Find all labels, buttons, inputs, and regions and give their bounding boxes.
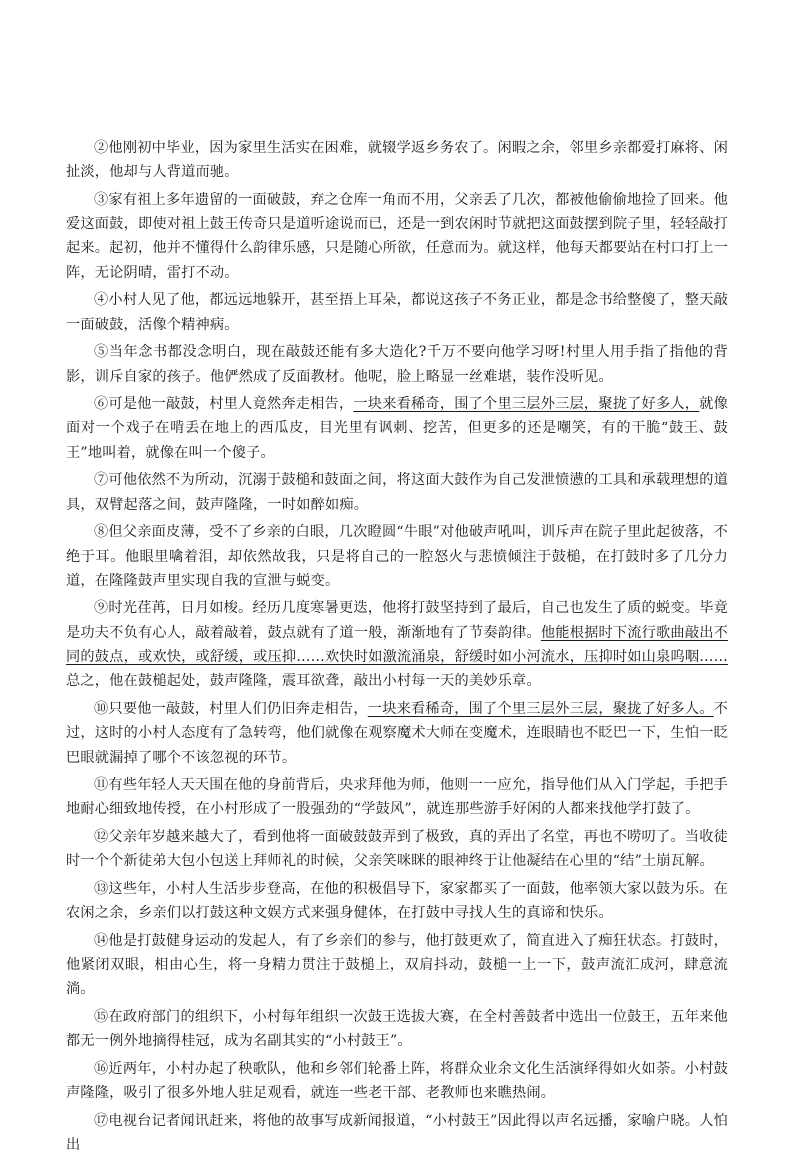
paragraph-10 xyxy=(66,697,728,770)
paragraph-17 xyxy=(66,1109,728,1158)
paragraph-9 xyxy=(66,596,728,693)
paragraph-text: ⑯近两年，小村办起了秧歌队，他和乡邻们轮番上阵，将群众业余文化生活演绎得如火如荼。小村鼓声隆隆，吸引了很多外地人驻足观看，就连一些老干部、老教师也来瞧热闹。 xyxy=(66,1060,728,1102)
paragraph-3 xyxy=(66,188,728,285)
paragraph-7 xyxy=(66,468,728,517)
paragraph-text: ⑧但父亲面皮薄，受不了乡亲的白眼，几次瞪圆“牛眼”对他破声吼叫，训斥声在院子里此起彼落，不绝于耳。他眼里噙着泪，却依然故我，只是将自己的一腔怒火与悲愤倾注于鼓槌，在打鼓时多了几分力道，在隆隆鼓声里实现自我的宣泄与蜕变。 xyxy=(66,524,728,589)
paragraph-11 xyxy=(66,773,728,822)
paragraph-5 xyxy=(66,340,728,389)
paragraph-text: ⑦可他依然不为所动，沉溺于鼓槌和鼓面之间，将这面大鼓作为自己发泄愤懑的工具和承载理想的道具，双臂起落之间，鼓声隆隆，一时如醉如痴。 xyxy=(66,472,728,513)
paragraph-text: ⑬这些年，小村人生活步步登高，在他的积极倡导下，家家都买了一面鼓，他率领大家以鼓为乐。在农闲之余，乡亲们以打鼓这种文娱方式来强身健体，在打鼓中寻找人生的真谛和快乐。 xyxy=(66,880,728,922)
paragraph-text: ⑪有些年轻人天天围在他的身前背后，央求拜他为师，他则一一应允，指导他们从入门学起，手把手地耐心细致地传授，在小村形成了一股强劲的“学鼓风”，就连那些游手好闲的人都来找他学打鼓了。 xyxy=(66,777,728,818)
paragraph-text: ②他刚初中毕业，因为家里生活实在困难，就辍学返乡务农了。闲暇之余，邻里乡亲都爱打麻将、闲扯淡，他却与人背道而驰。 xyxy=(66,140,728,181)
paragraph-14 xyxy=(66,929,728,1002)
paragraph-text: ⑮在政府部门的组织下，小村每年组织一次鼓王选拔大赛，在全村善鼓者中选出一位鼓王，五年来他都无一例外地摘得桂冠，成为名副其实的“小村鼓王”。 xyxy=(66,1008,728,1050)
paragraph-13 xyxy=(66,877,728,926)
underlined-sentence: 一块来看稀奇，围了个里三层外三层，聚拢了好多人。 xyxy=(367,700,714,717)
paragraph-text: 总之，他在鼓槌起处，鼓声隆隆，震耳欲聋，敲出小村每一天的美妙乐章。 xyxy=(66,673,541,690)
paragraph-text: 不过，这时的小村人态度有了急转弯，他们就像在观察魔术大师在变魔术，连眼睛也不眨巴一下，生怕一眨巴眼就漏掉了哪个不该忽视的环节。 xyxy=(66,700,728,766)
paragraph-text: ⑰电视台记者闻讯赶来，将他的故事写成新闻报道，“小村鼓王”因此得以声名远播，家喻户晓。人怕出 xyxy=(66,1112,728,1154)
paragraph-4 xyxy=(66,288,728,337)
paragraph-text: ⑥可是他一敲鼓，村里人竟然奔走相告， xyxy=(94,396,354,413)
paragraph-8 xyxy=(66,520,728,593)
paragraph-text: ⑤当年念书都没念明白，现在敲鼓还能有多大造化?千万不要向他学习呀!村里人用手指了指他的背影，训斥自家的孩子。他俨然成了反面教材。他呢，脸上略显一丝难堪，装作没听见。 xyxy=(66,344,728,385)
paragraph-12 xyxy=(66,825,728,874)
underlined-sentence: 一块来看稀奇，围了个里三层外三层，聚拢了好多人， xyxy=(353,396,700,413)
paragraph-text: ③家有祖上多年遗留的一面破鼓，弃之仓库一角而不用，父亲丢了几次，都被他偷偷地捡了回来。他爱这面鼓，即使对祖上鼓王传奇只是道听途说而已，还是一到农闲时节就把这面鼓摆到院子里，轻轻敲打起来。起初，他并不懂得什么韵律乐感，只是随心所欲，任意而为。就这样，他每天都要站在村口打上一阵，无论阴晴，雷打不动。 xyxy=(66,191,728,281)
underlined-sentence: 他能根据时下流行歌曲敲出不同的鼓点，或欢快，或舒缓，或压抑……欢快时如激流涌泉，舒缓时如小河流水，压抑时如山泉呜咽…… xyxy=(66,624,728,666)
paragraph-text: ④小村人见了他，都远远地躲开，甚至捂上耳朵，都说这孩子不务正业，都是念书给整傻了，整天敲一面破鼓，活像个精神病。 xyxy=(66,292,728,333)
paragraph-6 xyxy=(66,392,728,465)
paragraph-15 xyxy=(66,1005,728,1054)
paragraph-text: ⑭他是打鼓健身运动的发起人，有了乡亲们的参与，他打鼓更欢了，简直进入了痴狂状态。打鼓时，他紧闭双眼，相由心生，将一身精力贯注于鼓槌上，双肩抖动，鼓槌一上一下，鼓声流汇成河，肆意流淌。 xyxy=(66,932,728,998)
paragraph-2 xyxy=(66,136,728,185)
paragraph-text: ⑨时光荏苒，日月如梭。经历几度寒暑更迭，他将打鼓坚持到了最后，自己也发生了质的蜕变。毕竟是功夫不负有心人，敲着敲着，鼓点就有了道一般，渐渐地有了节奏韵律。 xyxy=(66,600,728,641)
paragraph-text: ⑫父亲年岁越来越大了，看到他将一面破鼓鼓弄到了极致，真的弄出了名堂，再也不唠叨了。当收徒时一个个新徒弟大包小包送上拜师礼的时候，父亲笑咪眯的眼神终于让他凝结在心里的“结”土崩瓦解。 xyxy=(66,828,728,870)
document-body xyxy=(66,136,728,1161)
paragraph-16 xyxy=(66,1057,728,1106)
paragraph-text: 就像面对一个戏子在啃丢在地上的西瓜皮，目光里有讽刺、挖苦，但更多的还是嘲笑，有的干脆“鼓王、鼓王”地叫着，就像在叫一个傻子。 xyxy=(66,396,728,461)
paragraph-text: ⑩只要他一敲鼓，村里人们仍旧奔走相告， xyxy=(94,700,368,717)
